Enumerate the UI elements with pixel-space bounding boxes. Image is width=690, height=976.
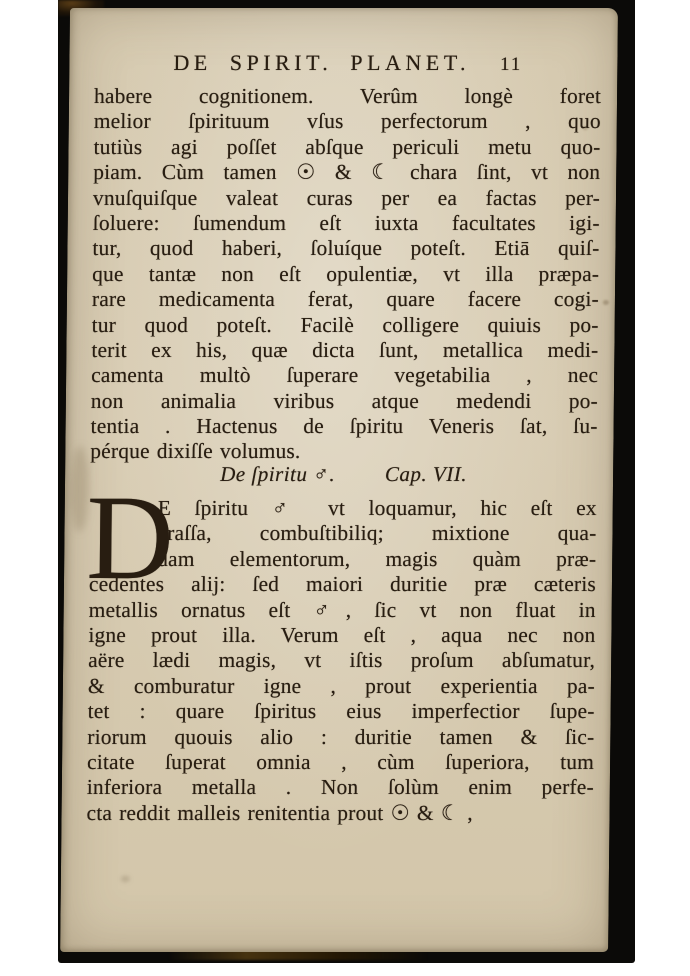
text-line: tentia . Hactenus de ſpiritu Veneris ſat, ſu-	[90, 414, 598, 439]
paragraph-1	[90, 84, 601, 465]
paper-speck	[121, 876, 130, 882]
text-line: craſſa, combuſtibiliq; mixtione qua-	[157, 521, 597, 546]
text-line: inferiora metalla . Non ſolùm enim perfe-	[86, 775, 594, 800]
text-line: rare medicamenta ferat, quare facere cogi-	[91, 287, 600, 312]
text-line: tur quod poteſt. Facilè colligere quiuis po-	[91, 312, 599, 337]
drop-cap-initial: D	[85, 471, 175, 605]
text-line: tet : quare ſpiritus eius imperfectior ſupe-	[87, 699, 595, 724]
text-line: cedentes alij: ſed maiori duritie præ cæteris	[88, 572, 597, 597]
text-line: cta reddit malleis renitentia prout ☉ & ☾ ,	[86, 800, 473, 825]
text-line: metallis ornatus eſt ♂, ſic vt non fluat in	[88, 597, 596, 622]
text-line: pérque dixiſſe volumus.	[90, 439, 301, 464]
text-line: que tantæ non eſt opulentiæ, vt illa præpa-	[92, 261, 600, 286]
text-line: terit ex his, quæ dicta ſunt, metallica medi-	[91, 337, 599, 362]
chapter-heading-number: Cap. VII.	[384, 462, 468, 486]
text-line: ſoluere: ſumendum eſt iuxta facultates igi-	[92, 210, 600, 235]
text-line: melior ſpirituum vſus perfectorum , quo	[93, 109, 601, 134]
running-header	[94, 50, 601, 76]
text-line: vnuſquiſque valeat curas per ea factas per-	[92, 185, 601, 210]
page-number: 11	[499, 54, 523, 75]
text-line: dam elementorum, magis quàm præ-	[157, 546, 597, 571]
running-header-title: DE SPIRIT. PLANET.	[173, 50, 471, 75]
text-line: citate ſuperat omnia , cùm ſuperiora, tum	[86, 749, 595, 774]
text-line: camenta multò ſuperare vegetabilia , nec	[91, 363, 599, 388]
chapter-heading-title: De ſpiritu ♂.	[220, 462, 336, 486]
book-page	[60, 8, 618, 952]
scanner-background	[58, 0, 635, 963]
text-line: habere cognitionem. Verûm longè foret	[93, 84, 602, 108]
text-line: piam. Cùm tamen ☉ & ☾ chara ſint, vt non	[93, 160, 601, 185]
text-line: & comburatur igne , prout experientia pa-	[87, 673, 596, 698]
text-line: riorum quouis alio : duritie tamen & ſic-	[87, 724, 595, 749]
text-line: igne prout illa. Verum eſt , aqua nec non	[88, 622, 596, 647]
text-line: tutiùs agi poſſet abſque periculi metu quo-	[93, 134, 601, 159]
text-line: E ſpiritu ♂ vt loquamur, hic eſt ex	[157, 496, 597, 520]
text-line: aëre lædi magis, vt iſtis proſum abſumatur,	[88, 648, 596, 673]
paper-speck	[603, 300, 609, 305]
text-line: tur, quod haberi, ſoluíque poteſt. Etiā quiſ-	[92, 236, 600, 261]
text-line: non animalia viribus atque medendi po-	[90, 388, 599, 413]
